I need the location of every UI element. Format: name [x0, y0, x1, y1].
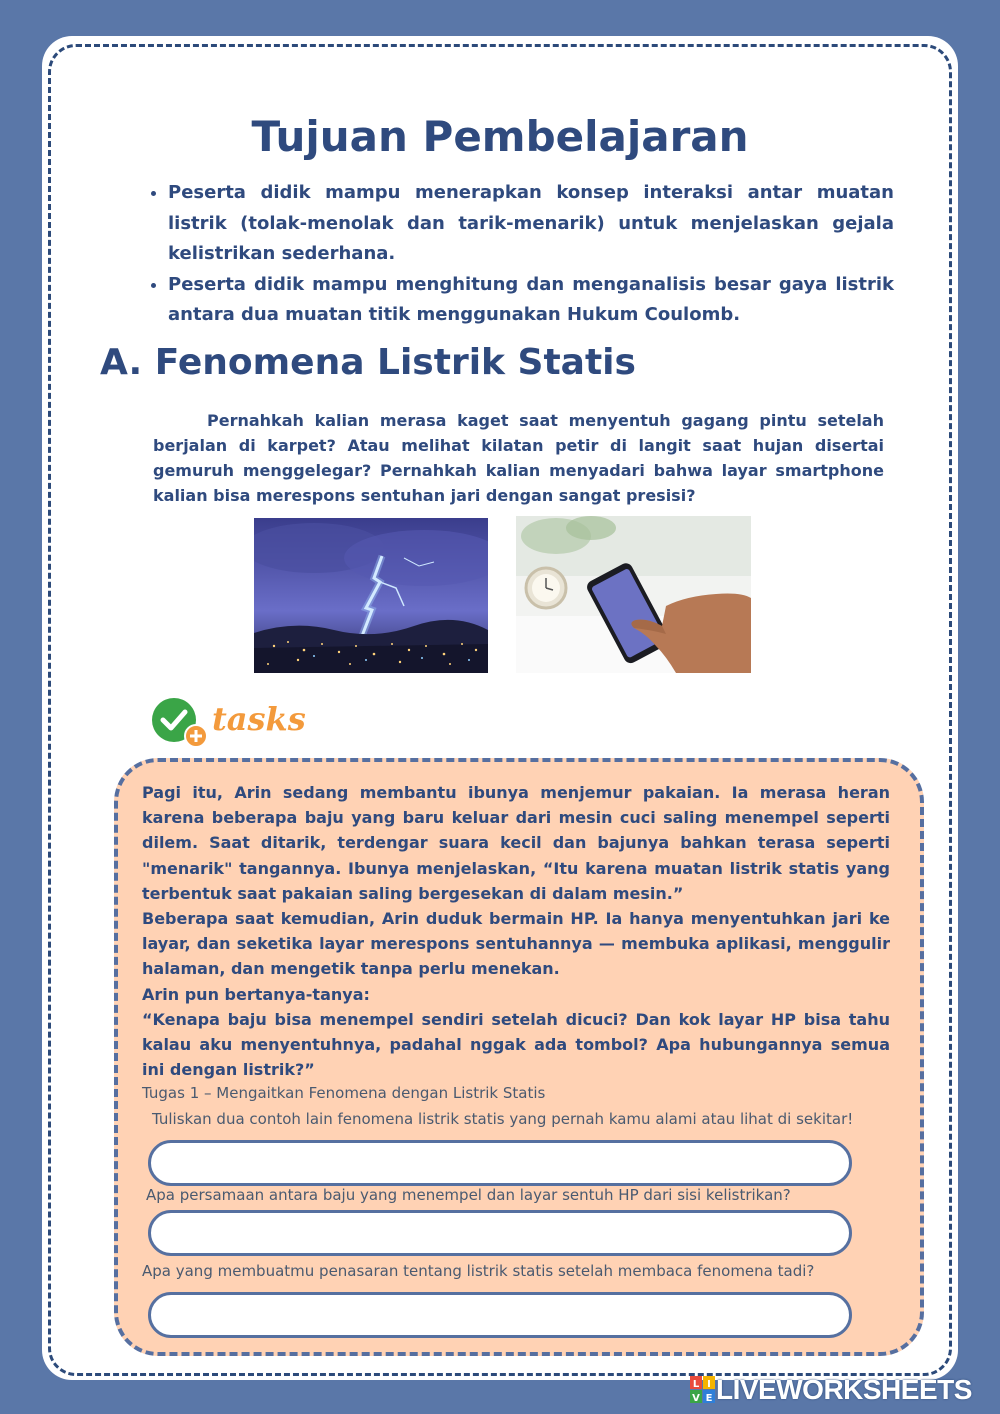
- smartphone-photo: [516, 516, 751, 673]
- tasks-label: tasks: [212, 700, 306, 738]
- task-title: Tugas 1 – Mengaitkan Fenomena dengan Listrik Statis: [142, 1084, 546, 1102]
- story-paragraph: Beberapa saat kemudian, Arin duduk bermain HP. Ia hanya menyentuhkan jari ke layar, dan seketika layar merespons sentuhannya — membuka aplikasi, menggulir halaman, dan mengetik tanpa perlu menekan.: [142, 909, 890, 979]
- liveworksheets-logo-icon: [690, 1376, 716, 1404]
- question-2: Apa persamaan antara baju yang menempel dan layar sentuh HP dari sisi kelistrikan?: [146, 1186, 791, 1204]
- logo-letter: V: [692, 1393, 700, 1404]
- tasks-badge: [150, 694, 310, 750]
- story-paragraph: “Kenapa baju bisa menempel sendiri setelah dicuci? Dan kok layar HP bisa tahu kalau aku menyentuhnya, padahal nggak ada tombol? Apa hubungannya semua ini dengan listrik?”: [142, 1009, 890, 1080]
- logo-letter: E: [705, 1393, 713, 1404]
- section-heading: A. Fenomena Listrik Statis: [100, 342, 636, 383]
- logo-letter: L: [692, 1379, 700, 1390]
- story-paragraph: Arin pun bertanya-tanya:: [142, 984, 370, 1004]
- answer-2-input[interactable]: [148, 1210, 852, 1256]
- story-paragraph: Pagi itu, Arin sedang membantu ibunya menjemur pakaian. Ia merasa heran karena beberapa baju yang baru keluar dari mesin cuci saling menempel seperti dilem. Saat ditarik, terdengar suara kecil dan bajunya bahkan terasa seperti "menarik" tangannya. Ibunya menjelaskan, “Itu karena muatan listrik statis yang terbentuk saat pakaian saling bergesekan di dalam mesin.”: [142, 783, 890, 903]
- learning-goal-item: • Peserta didik mampu menerapkan konsep interaksi antar muatan listrik (tolak-menolak dan tarik-menarik) untuk menjelaskan gejala kelistrikan sederhana.: [168, 178, 894, 270]
- learning-goal-item: • Peserta didik mampu menghitung dan menganalisis besar gaya listrik antara dua muatan titik menggunakan Hukum Coulomb.: [168, 270, 894, 331]
- page-title: Tujuan Pembelajaran: [251, 112, 749, 161]
- liveworksheets-brand: [690, 1374, 972, 1406]
- answer-3-input[interactable]: [148, 1292, 852, 1338]
- brand-text: LIVEWORKSHEETS: [716, 1374, 972, 1405]
- question-1: Tuliskan dua contoh lain fenomena listrik statis yang pernah kamu alami atau lihat di sekitar!: [152, 1110, 854, 1128]
- intro-paragraph: Pernahkah kalian merasa kaget saat menyentuh gagang pintu setelah berjalan di karpet? Atau melihat kilatan petir di langit saat hujan disertai gemuruh menggelegar? Pernahkah kalian menyadari bahwa layar smartphone kalian bisa merespons sentuhan jari dengan sangat presisi?: [153, 411, 884, 505]
- lightning-photo: [254, 518, 488, 673]
- story-text: [142, 780, 890, 1082]
- answer-1-input[interactable]: [148, 1140, 852, 1186]
- learning-goals-list: [140, 178, 894, 331]
- logo-letter: I: [707, 1379, 711, 1390]
- question-3: Apa yang membuatmu penasaran tentang listrik statis setelah membaca fenomena tadi?: [142, 1262, 815, 1280]
